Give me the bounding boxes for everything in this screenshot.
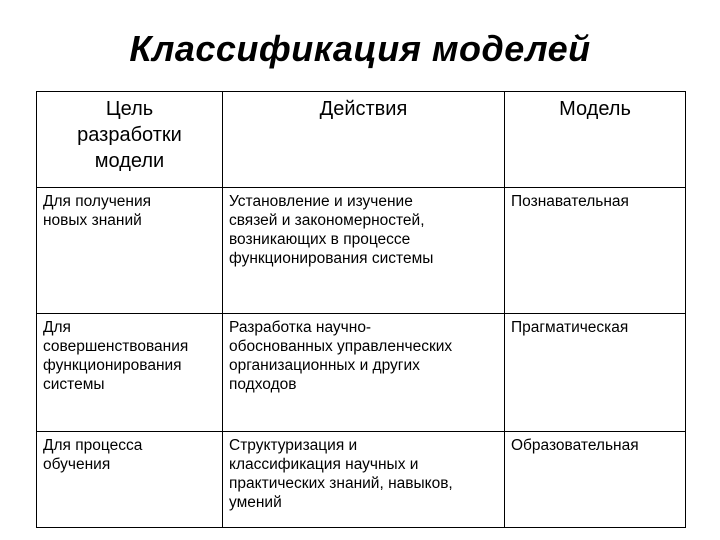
header-model-label: Модель — [559, 98, 631, 120]
cell-goal — [37, 432, 223, 528]
cell-model — [505, 314, 686, 432]
cell-action — [223, 432, 505, 528]
cell-action — [223, 314, 505, 432]
cell-model — [505, 432, 686, 528]
page-title: Классификация моделей — [129, 28, 591, 69]
cell-model-text: Прагматическая — [511, 319, 629, 336]
cell-goal — [37, 188, 223, 314]
header-model — [505, 92, 686, 188]
table-row — [37, 432, 686, 528]
cell-action-text: Структуризация и классификация научных и практических знаний, навыков, умений — [229, 437, 453, 511]
cell-action-text: Разработка научно- обоснованных управленческих организационных и других подходов — [229, 319, 453, 393]
table-row — [37, 188, 686, 314]
header-goal — [37, 92, 223, 188]
cell-model — [505, 188, 686, 314]
cell-goal-text: Для получения новых знаний — [43, 193, 152, 229]
cell-goal-text: Для совершенствования функционирования системы — [43, 319, 189, 393]
header-goal-label: Цель разработки модели — [77, 98, 182, 172]
cell-goal-text: Для процесса обучения — [43, 437, 143, 473]
header-actions — [223, 92, 505, 188]
classification-table — [36, 91, 686, 528]
cell-goal — [37, 314, 223, 432]
header-actions-label: Действия — [319, 98, 408, 120]
table-row — [37, 314, 686, 432]
cell-action-text: Установление и изучение связей и закономерностей, возникающих в процессе функционирования системы — [229, 193, 434, 267]
cell-model-text: Образовательная — [511, 437, 639, 454]
cell-action — [223, 188, 505, 314]
table-header-row — [37, 92, 686, 188]
cell-model-text: Познавательная — [511, 193, 629, 210]
